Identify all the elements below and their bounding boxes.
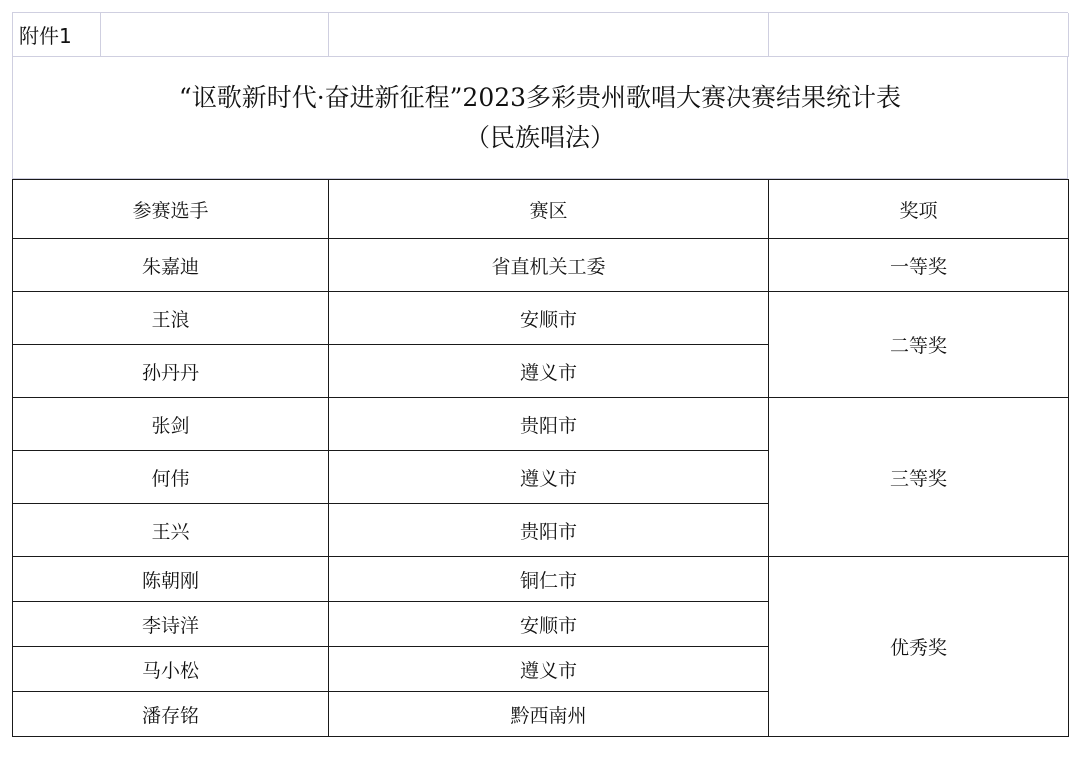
attachment-label: 附件1 <box>13 13 101 57</box>
table-row <box>13 239 1069 292</box>
contestant-name: 何伟 <box>13 451 329 504</box>
contest-region: 遵义市 <box>329 451 769 504</box>
contestant-name: 陈朝刚 <box>13 557 329 602</box>
empty-cell <box>769 13 1069 57</box>
title-block <box>12 57 1068 179</box>
contest-region: 黔西南州 <box>329 692 769 737</box>
table-row <box>13 292 1069 345</box>
results-table <box>12 179 1069 737</box>
contestant-name: 王浪 <box>13 292 329 345</box>
header-region: 赛区 <box>329 180 769 239</box>
contestant-name: 张剑 <box>13 398 329 451</box>
contestant-name: 潘存铭 <box>13 692 329 737</box>
document-title: “讴歌新时代·奋进新征程”2023多彩贵州歌唱大赛决赛结果统计表 <box>178 82 902 112</box>
table-row <box>13 398 1069 451</box>
attachment-row <box>12 12 1068 57</box>
contestant-name: 马小松 <box>13 647 329 692</box>
contestant-name: 王兴 <box>13 504 329 557</box>
contestant-name: 孙丹丹 <box>13 345 329 398</box>
contestant-name: 朱嘉迪 <box>13 239 329 292</box>
contest-region: 贵阳市 <box>329 504 769 557</box>
contest-region: 遵义市 <box>329 647 769 692</box>
table-row <box>13 557 1069 602</box>
header-contestant: 参赛选手 <box>13 180 329 239</box>
contest-region: 遵义市 <box>329 345 769 398</box>
contest-region: 安顺市 <box>329 602 769 647</box>
table-header-row <box>13 180 1069 239</box>
document-sheet <box>12 12 1068 737</box>
contest-region: 铜仁市 <box>329 557 769 602</box>
contest-region: 省直机关工委 <box>329 239 769 292</box>
award-cell: 二等奖 <box>769 292 1069 398</box>
contestant-name: 李诗洋 <box>13 602 329 647</box>
header-award: 奖项 <box>769 180 1069 239</box>
empty-cell <box>329 13 769 57</box>
award-cell: 三等奖 <box>769 398 1069 557</box>
award-cell: 一等奖 <box>769 239 1069 292</box>
contest-region: 安顺市 <box>329 292 769 345</box>
document-subtitle: （民族唱法） <box>464 122 615 152</box>
contest-region: 贵阳市 <box>329 398 769 451</box>
empty-cell <box>101 13 329 57</box>
award-cell: 优秀奖 <box>769 557 1069 737</box>
